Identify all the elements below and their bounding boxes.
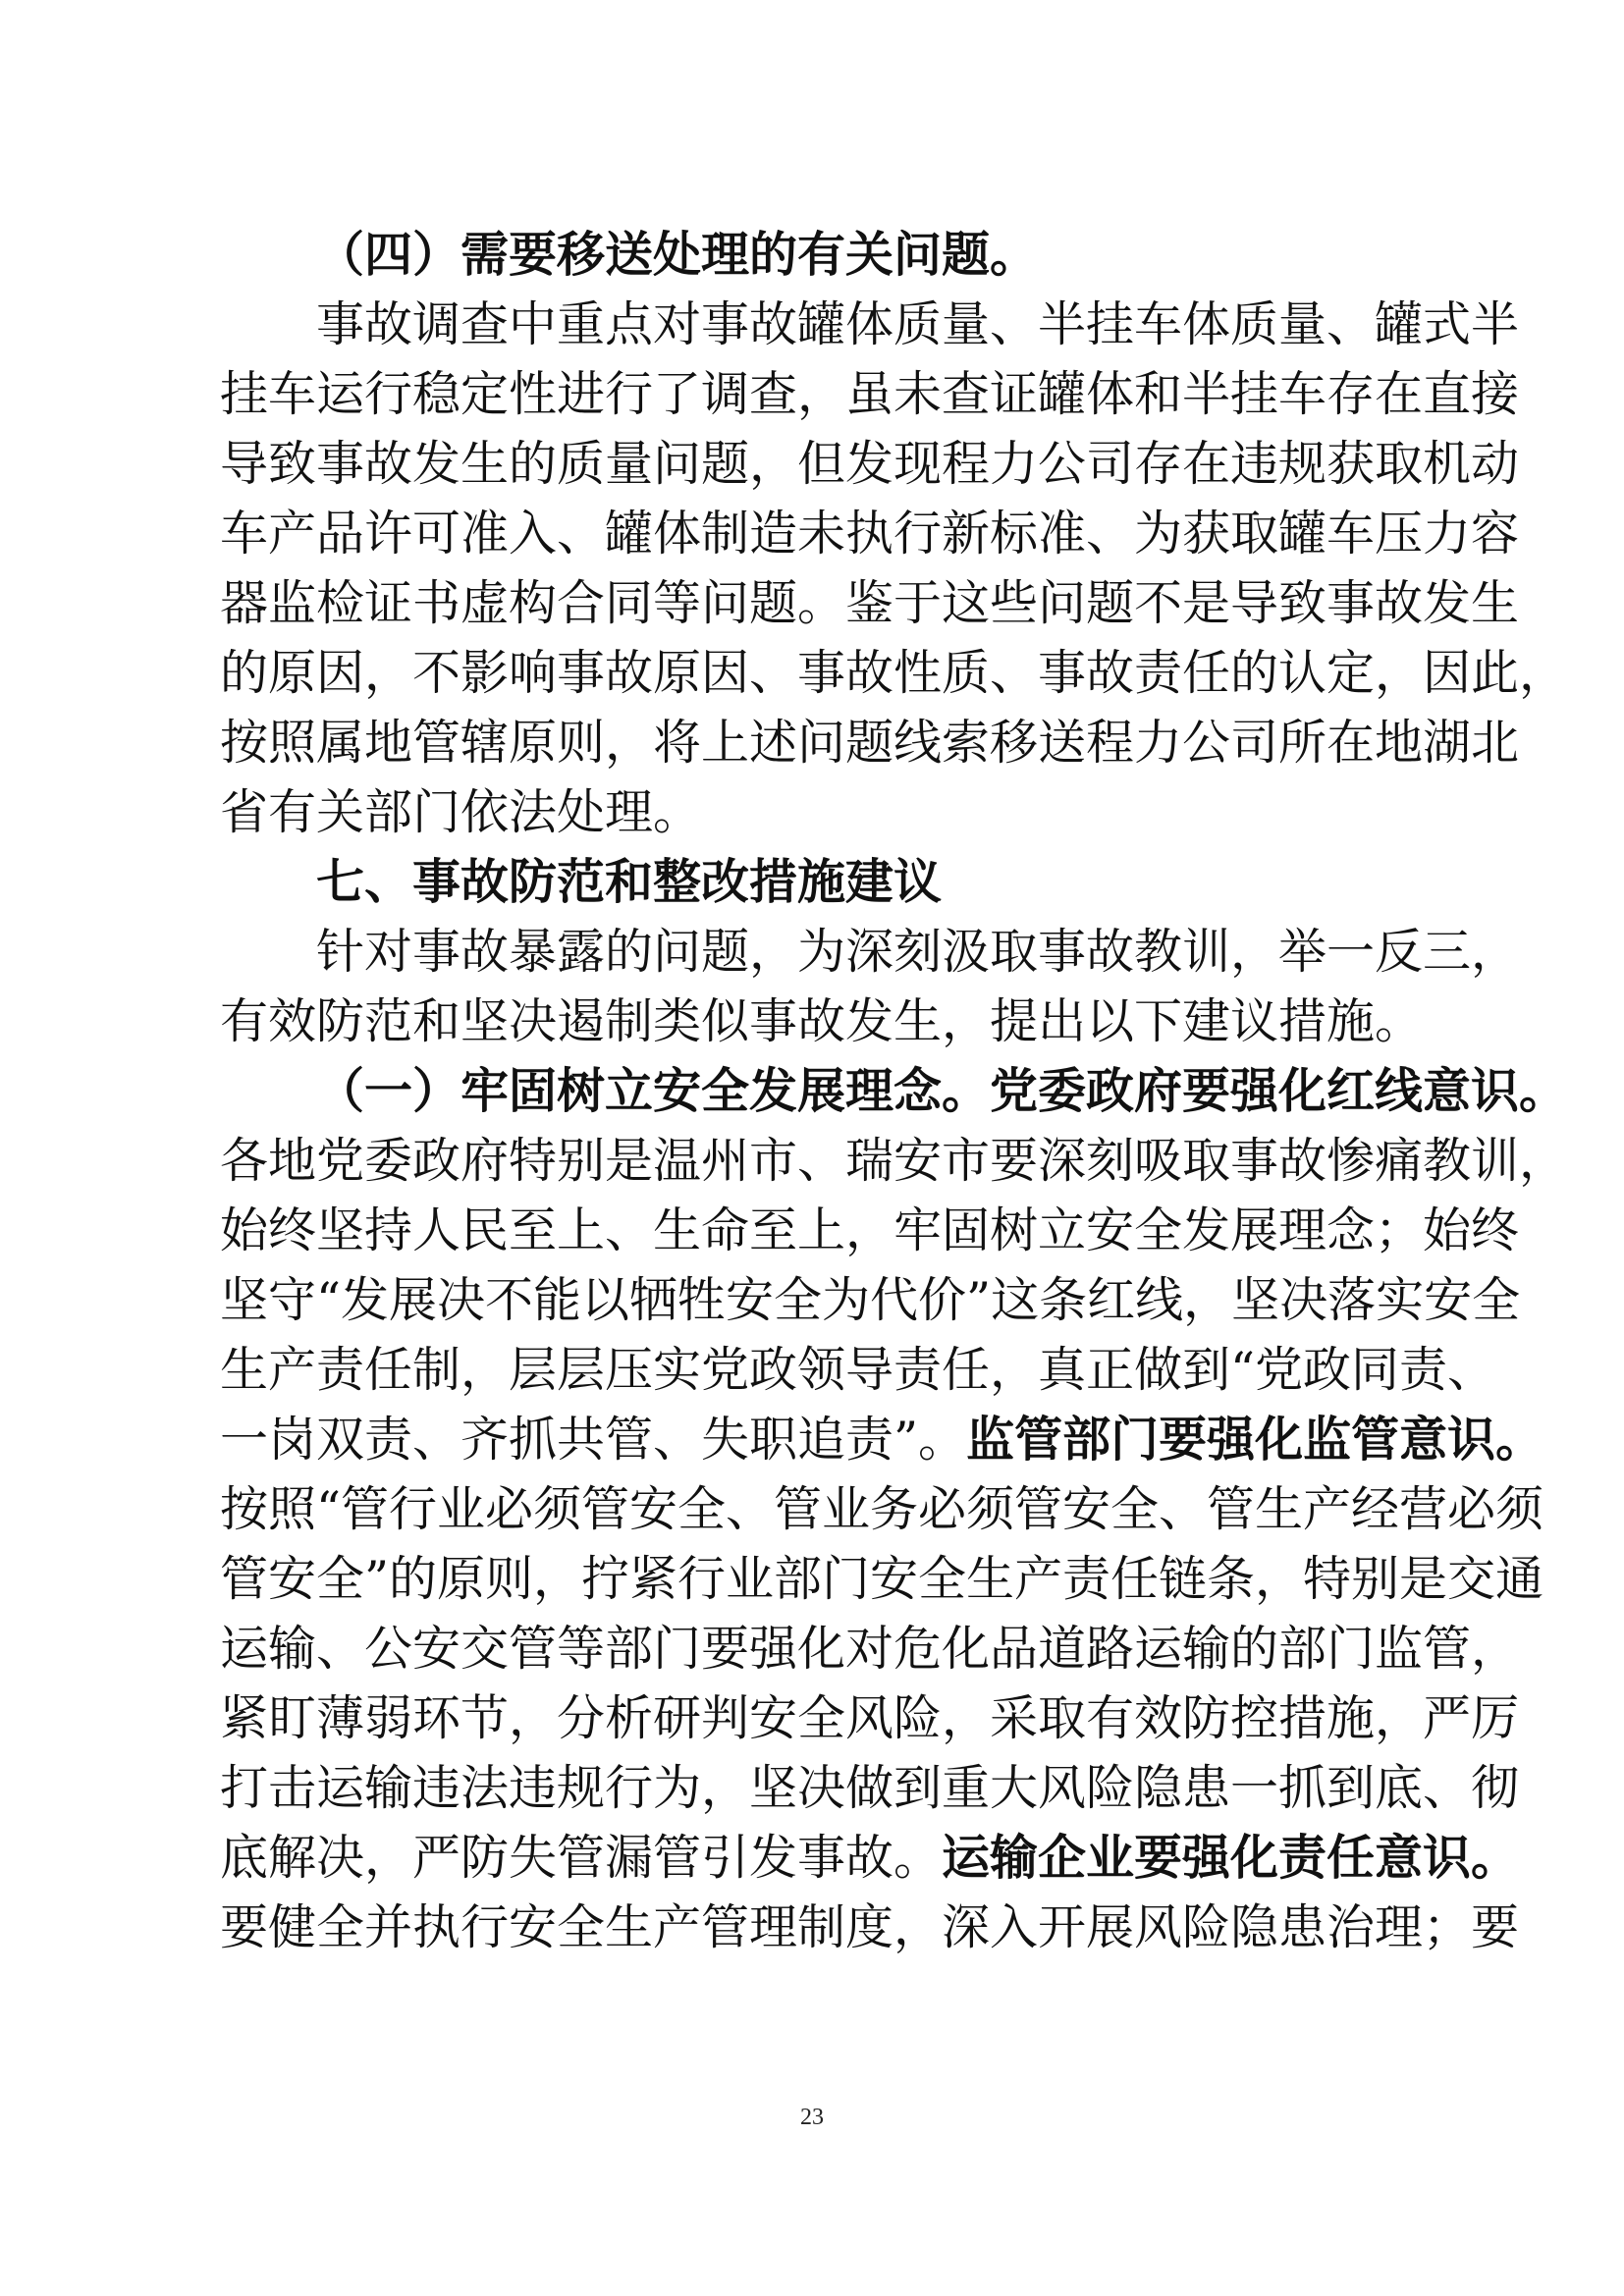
paragraph-line: 管安全”的原则，拧紧行业部门安全生产责任链条，特别是交通 xyxy=(220,1551,1544,1607)
paragraph-line: 的原因，不影响事故原因、事故性质、事故责任的认定，因此， xyxy=(220,645,1568,701)
page-number: 23 xyxy=(800,2105,824,2130)
paragraph-line: 有效防范和坚决遏制类似事故发生，提出以下建议措施。 xyxy=(220,993,1424,1049)
paragraph-line: 打击运输违法违规行为，坚决做到重大风险隐患一抓到底、彻 xyxy=(220,1760,1520,1816)
subsection-heading: （一）牢固树立安全发展理念。党委政府要强化红线意识。 xyxy=(316,1063,1568,1119)
paragraph-line: 坚守“发展决不能以牺牲安全为代价”这条红线，坚决落实安全 xyxy=(220,1272,1521,1328)
paragraph-line: 要健全并执行安全生产管理制度，深入开展风险隐患治理；要 xyxy=(220,1899,1520,1955)
paragraph-line: 一岗双责、齐抓共管、失职追责”。监管部门要强化监管意识。 xyxy=(220,1412,1544,1468)
paragraph-line: 各地党委政府特别是温州市、瑞安市要深刻吸取事故惨痛教训， xyxy=(220,1133,1568,1189)
emphasis-text: 监管部门要强化监管意识。 xyxy=(966,1412,1544,1468)
paragraph-line: 底解决，严防失管漏管引发事故。运输企业要强化责任意识。 xyxy=(220,1830,1520,1886)
emphasis-text: 运输企业要强化责任意识。 xyxy=(942,1830,1520,1886)
paragraph-line: 按照“管行业必须管安全、管业务必须管安全、管生产经营必须 xyxy=(220,1481,1544,1537)
section-heading: （四）需要移送处理的有关问题。 xyxy=(316,227,1039,283)
paragraph-line: 车产品许可准入、罐体制造未执行新标准、为获取罐车压力容 xyxy=(220,506,1520,561)
paragraph-line: 针对事故暴露的问题，为深刻汲取事故教训，举一反三， xyxy=(316,924,1520,980)
paragraph-line: 器监检证书虚构合同等问题。鉴于这些问题不是导致事故发生 xyxy=(220,575,1520,631)
paragraph-line: 紧盯薄弱环节，分析研判安全风险，采取有效防控措施，严厉 xyxy=(220,1690,1520,1746)
paragraph-line: 挂车运行稳定性进行了调查，虽未查证罐体和半挂车存在直接 xyxy=(220,366,1520,422)
paragraph-line: 导致事故发生的质量问题，但发现程力公司存在违规获取机动 xyxy=(220,436,1520,492)
chapter-heading: 七、事故防范和整改措施建议 xyxy=(316,854,943,910)
paragraph-line: 事故调查中重点对事故罐体质量、半挂车体质量、罐式半 xyxy=(316,296,1520,352)
paragraph-line: 生产责任制，层层压实党政领导责任，真正做到“党政同责、 xyxy=(220,1342,1496,1398)
paragraph-line: 省有关部门依法处理。 xyxy=(220,784,702,840)
paragraph-line: 始终坚持人民至上、生命至上，牢固树立安全发展理念；始终 xyxy=(220,1202,1520,1258)
paragraph-line: 运输、公安交管等部门要强化对危化品道路运输的部门监管， xyxy=(220,1621,1520,1677)
paragraph-line: 按照属地管辖原则，将上述问题线索移送程力公司所在地湖北 xyxy=(220,715,1520,771)
